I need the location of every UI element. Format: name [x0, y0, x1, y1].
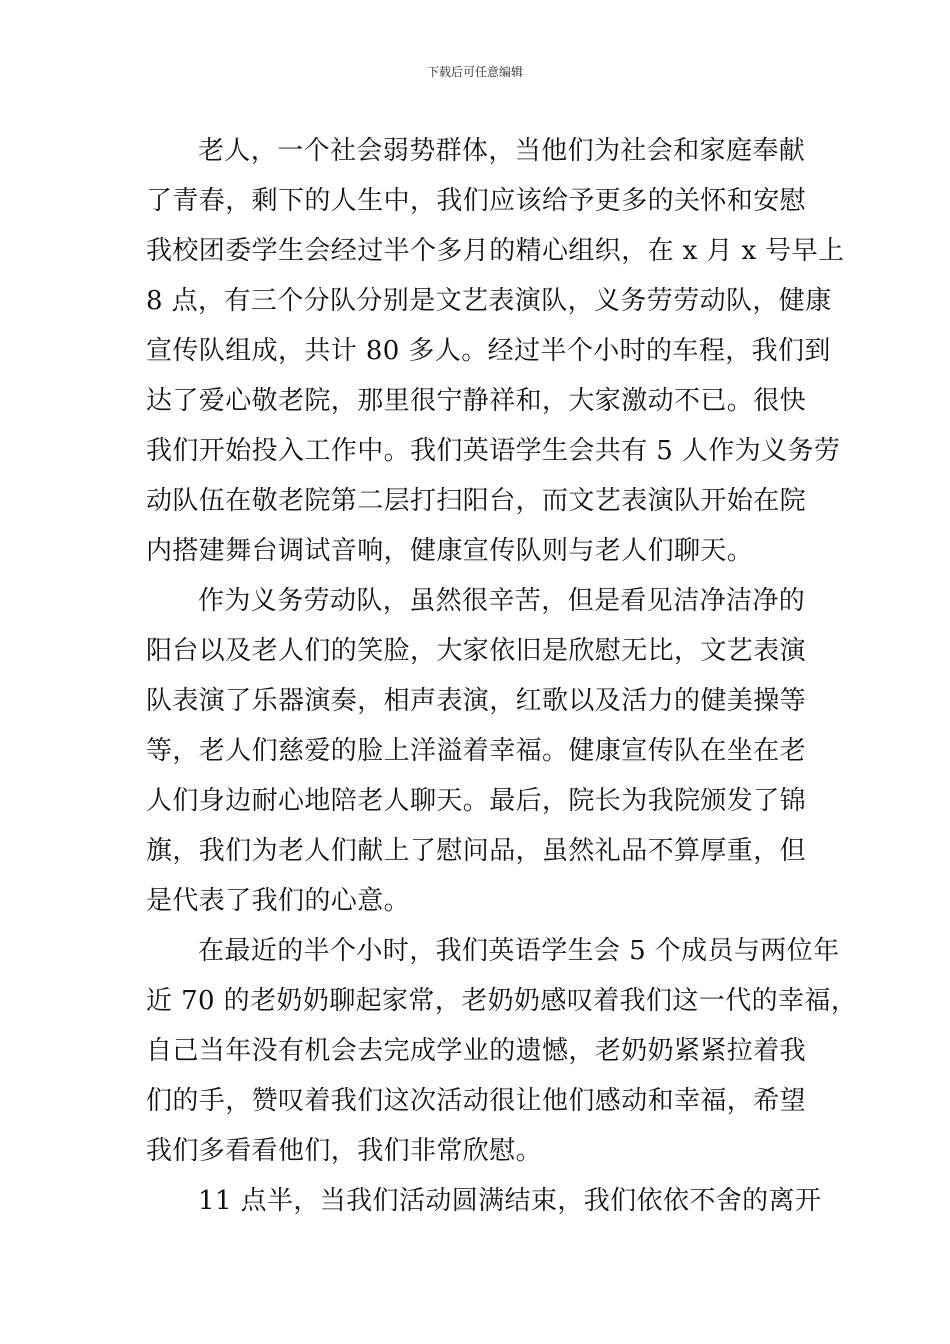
paragraph-line: 等，老人们慈爱的脸上洋溢着幸福。健康宣传队在坐在老	[146, 736, 807, 766]
paragraph-line: 宣传队组成，共计 80 多人。经过半个小时的车程，我们到	[146, 336, 831, 366]
paragraph-line: 我们多看看他们，我们非常欣慰。	[146, 1136, 543, 1166]
paragraph-line: 达了爱心敬老院，那里很宁静祥和，大家激动不已。很快	[146, 386, 807, 416]
paragraph-line: 了青春，剩下的人生中，我们应该给予更多的关怀和安慰	[146, 186, 807, 216]
paragraph-line: 自己当年没有机会去完成学业的遗憾，老奶奶紧紧拉着我	[146, 1036, 807, 1066]
paragraph-line: 们的手，赞叹着我们这次活动很让他们感动和幸福，希望	[146, 1086, 807, 1116]
paragraph-line: 8 点，有三个分队分别是文艺表演队，义务劳劳动队，健康	[146, 286, 832, 316]
paragraph-line: 是代表了我们的心意。	[146, 886, 411, 916]
paragraph-line: 人们身边耐心地陪老人聊天。最后，院长为我院颁发了锦	[146, 786, 807, 816]
page-header: 下载后可任意编辑	[426, 65, 523, 79]
paragraph-line: 内搭建舞台调试音响，健康宣传队则与老人们聊天。	[146, 536, 754, 566]
paragraph-line: 阳台以及老人们的笑脸，大家依旧是欣慰无比，文艺表演	[146, 636, 807, 666]
paragraph-line: 作为义务劳动队，虽然很辛苦，但是看见洁净洁净的	[198, 586, 806, 616]
paragraph-line: 我校团委学生会经过半个多月的精心组织，在 x 月 x 号早上	[146, 236, 845, 266]
paragraph-line: 近 70 的老奶奶聊起家常，老奶奶感叹着我们这一代的幸福，	[146, 986, 858, 1016]
paragraph-line: 动队伍在敬老院第二层打扫阳台，而文艺表演队开始在院	[146, 486, 807, 516]
paragraph-3	[146, 926, 858, 1176]
paragraph-2	[146, 576, 806, 926]
paragraph-line: 队表演了乐器演奏，相声表演，红歌以及活力的健美操等	[146, 686, 807, 716]
paragraph-line: 旗，我们为老人们献上了慰问品，虽然礼品不算厚重，但	[146, 836, 807, 866]
paragraph-4	[146, 1176, 822, 1226]
paragraph-line: 我们开始投入工作中。我们英语学生会共有 5 人作为义务劳	[146, 436, 841, 466]
paragraph-line: 老人，一个社会弱势群体，当他们为社会和家庭奉献	[198, 136, 806, 166]
paragraph-1	[146, 126, 845, 576]
document-body	[146, 126, 858, 1226]
paragraph-line: 11 点半，当我们活动圆满结束，我们依依不舍的离开	[198, 1186, 822, 1216]
paragraph-line: 在最近的半个小时，我们英语学生会 5 个成员与两位年	[198, 936, 840, 966]
